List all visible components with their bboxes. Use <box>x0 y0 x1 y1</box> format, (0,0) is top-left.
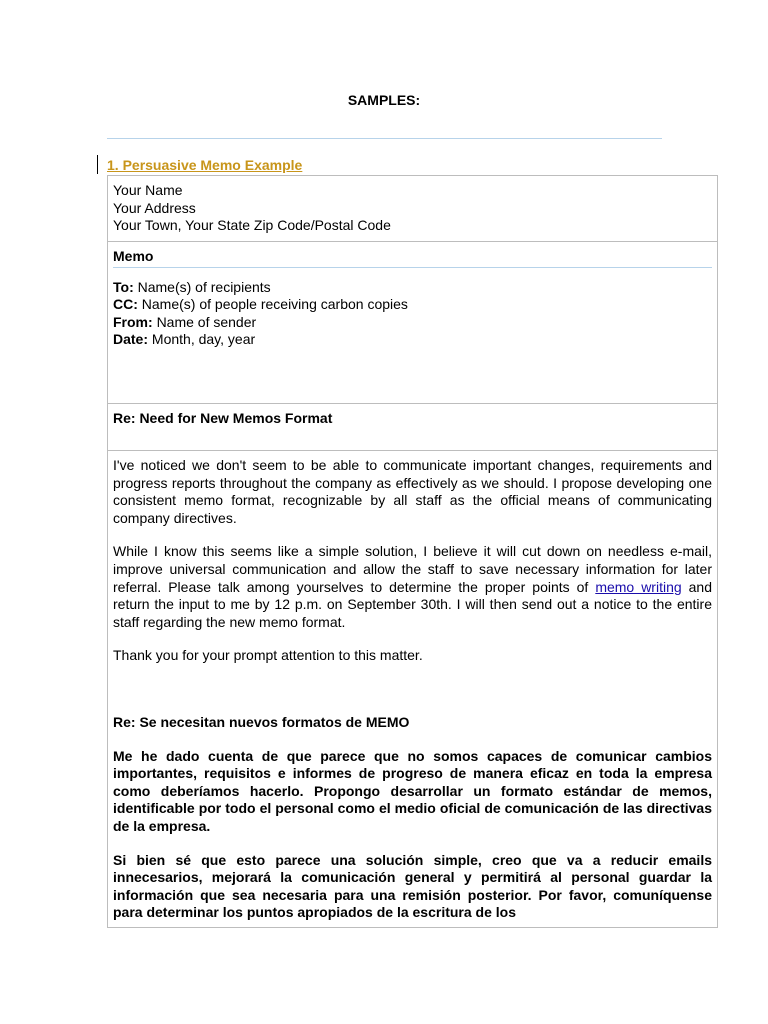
body-paragraph-2 <box>113 543 712 631</box>
body-paragraph-1: I've noticed we don't seem to be able to communicate important changes, requirements and progress reports throughout the company as effectively as we should. I propose developing one consistent memo format, recognizable by all staff as the official means of communicating company directives. <box>113 457 712 526</box>
memo-cc-line <box>113 296 712 314</box>
section-heading-link[interactable]: 1. Persuasive Memo Example <box>107 157 303 173</box>
memo-from-line <box>113 314 712 332</box>
memo-to-line <box>113 279 712 297</box>
memo-table <box>107 175 718 928</box>
date-label: Date: <box>113 331 149 348</box>
from-label: From: <box>113 313 153 330</box>
text-cursor <box>97 155 98 174</box>
spanish-paragraph-2: Si bien sé que esto parece una solución simple, creo que va a reducir emails innecesarios, mejorará la comunicación general y permitirá al personal guardar la información que sea necesaria para una remisión posterior. Por favor, comuníquense para determinar los puntos apropiados de la escritura de los <box>113 851 712 921</box>
subject-cell <box>108 404 717 451</box>
body-paragraph-3: Thank you for your prompt attention to this matter. <box>113 647 423 664</box>
spanish-paragraph-1: Me he dado cuenta de que parece que no somos capaces de comunicar cambios importantes, requisitos e informes de progreso de manera eficaz en toda la empresa como deberíamos hacerlo. Propongo desarrollar un formato estándar de memos, identificable por todo el personal como el medio oficial de comunicación de las directivas de la empresa. <box>113 747 712 834</box>
from-value: Name of sender <box>156 313 257 330</box>
sender-address: Your Address <box>113 199 196 216</box>
sender-cell <box>108 182 717 242</box>
page-title: SAMPLES: <box>347 92 421 108</box>
memo-writing-link[interactable]: memo writing <box>595 578 682 595</box>
cc-value: Name(s) of people receiving carbon copies <box>141 296 408 313</box>
body-cell <box>108 451 717 927</box>
memo-header-cell <box>108 242 717 404</box>
memo-date-line <box>113 331 712 349</box>
sender-town: Your Town, Your State Zip Code/Postal Code <box>113 217 391 234</box>
memo-label: Memo <box>113 248 154 264</box>
subject-spanish: Re: Se necesitan nuevos formatos de MEMO <box>113 713 410 730</box>
body-p2-before: While I know this seems like a simple solution, I believe it will cut down on needless e-mail, improve universal communication and allow the staff to save necessary information for later referral. Please talk among yourselves to determine the proper points of <box>113 543 712 595</box>
header-divider <box>107 138 662 139</box>
date-value: Month, day, year <box>151 331 256 348</box>
to-label: To: <box>113 278 134 295</box>
to-value: Name(s) of recipients <box>137 278 271 295</box>
sender-name: Your Name <box>113 182 183 198</box>
subject-english: Re: Need for New Memos Format <box>113 410 333 426</box>
cc-label: CC: <box>113 296 138 313</box>
body-p2-after: and return the input to me by 12 p.m. on September 30th. I will then send out a notice to the entire staff regarding the new memo format. <box>113 578 713 630</box>
